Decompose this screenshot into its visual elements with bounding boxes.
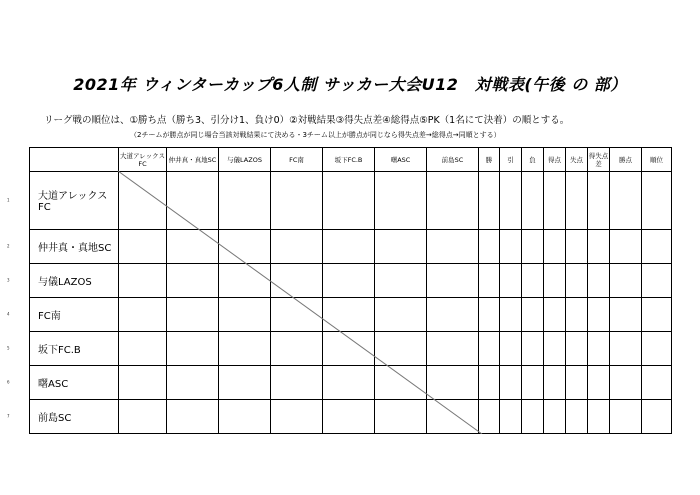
score-cell [566,331,588,365]
score-cell [588,297,610,331]
score-cell [642,331,672,365]
match-table [7,147,672,434]
score-cell [323,365,375,399]
team-name-cell [7,331,119,365]
score-cell [323,331,375,365]
score-cell [588,331,610,365]
score-cell [544,365,566,399]
row-number: 1 [7,197,10,203]
row-number: 5 [7,345,10,351]
score-cell [500,365,522,399]
team-row [30,297,672,331]
score-cell [522,229,544,263]
score-cell [479,331,500,365]
score-cell [479,297,500,331]
score-cell [271,297,323,331]
team-name: 仲井真・真地SC [38,242,112,254]
row-number: 2 [7,243,10,249]
col-header: 坂下FC.B [323,148,375,172]
score-cell [119,399,167,433]
score-cell [271,399,323,433]
score-cell [522,263,544,297]
score-cell [427,297,479,331]
score-cell [219,263,271,297]
score-cell [544,172,566,230]
team-name-cell [7,263,119,297]
score-cell [167,331,219,365]
score-cell [588,365,610,399]
col-header-points: 勝点 [610,148,642,172]
score-cell [167,399,219,433]
row-number: 6 [7,379,10,385]
score-cell [500,229,522,263]
score-cell [588,172,610,230]
team-name: 与儀LAZOS [38,276,92,288]
col-header-goals-for: 得点 [544,148,566,172]
tiebreak-note: （2チームが勝点が同じ場合当該対戦結果にて決める・3チーム以上が勝点が同じなら得失点差→総得点→同順とする） [130,131,501,139]
score-cell [500,297,522,331]
score-cell [566,263,588,297]
team-name-cell [7,172,119,230]
score-cell [610,297,642,331]
corner-cell [30,148,119,172]
score-cell [642,263,672,297]
team-name-cell [7,229,119,263]
score-cell [119,365,167,399]
team-name: 前島SC [38,412,72,424]
score-cell [566,229,588,263]
score-cell [167,297,219,331]
score-cell [500,172,522,230]
col-header-goal-diff: 得失点差 [588,148,610,172]
team-name: FC南 [38,310,61,322]
col-header: 曙ASC [375,148,427,172]
score-cell [219,331,271,365]
team-name: 坂下FC.B [38,344,81,356]
score-cell [427,365,479,399]
score-cell [427,172,479,230]
score-cell [167,229,219,263]
score-cell [566,172,588,230]
score-cell [219,365,271,399]
score-cell [323,297,375,331]
score-cell [544,263,566,297]
score-cell [271,172,323,230]
score-cell [427,263,479,297]
ranking-rule: リーグ戦の順位は、①勝ち点（勝ち3、引分け1、負け0）②対戦結果③得失点差④総得点⑤PK（1名にて決着）の順とする。 [44,115,570,126]
score-cell [167,365,219,399]
col-header-goals-against: 失点 [566,148,588,172]
score-cell [323,399,375,433]
score-cell [566,365,588,399]
score-cell [500,263,522,297]
score-cell [375,365,427,399]
score-cell [610,399,642,433]
row-number: 4 [7,311,10,317]
score-cell [522,365,544,399]
team-name: 大道アレックスFC [38,191,108,214]
team-name: 曙ASC [38,378,69,390]
match-grid [7,147,669,434]
score-cell [119,331,167,365]
score-cell [479,172,500,230]
team-row [30,331,672,365]
score-cell [610,229,642,263]
score-cell [375,263,427,297]
score-cell [544,399,566,433]
score-cell [375,229,427,263]
score-cell [375,399,427,433]
score-cell [566,297,588,331]
row-number: 7 [7,413,10,419]
score-cell [427,331,479,365]
score-cell [566,399,588,433]
score-cell [271,365,323,399]
score-cell [479,399,500,433]
col-header: 与儀LAZOS [219,148,271,172]
team-row [30,172,672,230]
score-cell [427,229,479,263]
team-row [30,263,672,297]
col-header: 仲井真・真地SC [167,148,219,172]
score-cell [479,263,500,297]
score-cell [610,365,642,399]
team-name-cell [7,297,119,331]
team-name-cell [7,365,119,399]
score-cell [167,263,219,297]
score-cell [642,172,672,230]
team-name-cell [7,399,119,433]
score-cell [522,331,544,365]
score-cell [544,331,566,365]
col-header: FC南 [271,148,323,172]
col-header-losses: 負 [522,148,544,172]
score-cell [642,297,672,331]
score-cell [588,229,610,263]
row-number: 3 [7,277,10,283]
score-cell [544,229,566,263]
score-cell [271,229,323,263]
score-cell [522,399,544,433]
col-header-draws: 引 [500,148,522,172]
score-cell [219,229,271,263]
page-title: 2021年 ウィンターカップ6人制 サッカー大会U12 対戦表(午後 の 部） [73,75,627,94]
score-cell [500,399,522,433]
score-cell [219,399,271,433]
score-cell [271,263,323,297]
score-cell [522,172,544,230]
score-cell [375,331,427,365]
score-cell [375,172,427,230]
score-cell [610,263,642,297]
score-cell [544,297,566,331]
col-header: 前島SC [427,148,479,172]
score-cell [119,229,167,263]
score-cell [323,172,375,230]
score-cell [271,331,323,365]
col-header-rank: 順位 [642,148,672,172]
score-cell [119,263,167,297]
score-cell [522,297,544,331]
score-cell [323,263,375,297]
score-cell [323,229,375,263]
header-row [30,148,672,172]
score-cell [642,399,672,433]
score-cell [642,229,672,263]
col-header-wins: 勝 [479,148,500,172]
score-cell [610,331,642,365]
team-row [30,399,672,433]
team-row [30,229,672,263]
score-cell [610,172,642,230]
col-header: 大道アレックスFC [119,148,167,172]
score-cell [588,399,610,433]
score-cell [500,331,522,365]
score-cell [642,365,672,399]
score-cell [219,172,271,230]
score-cell [479,365,500,399]
score-cell [375,297,427,331]
score-cell [588,263,610,297]
score-cell [119,297,167,331]
score-cell [119,172,167,230]
team-row [30,365,672,399]
score-cell [167,172,219,230]
score-cell [219,297,271,331]
score-cell [427,399,479,433]
score-cell [479,229,500,263]
